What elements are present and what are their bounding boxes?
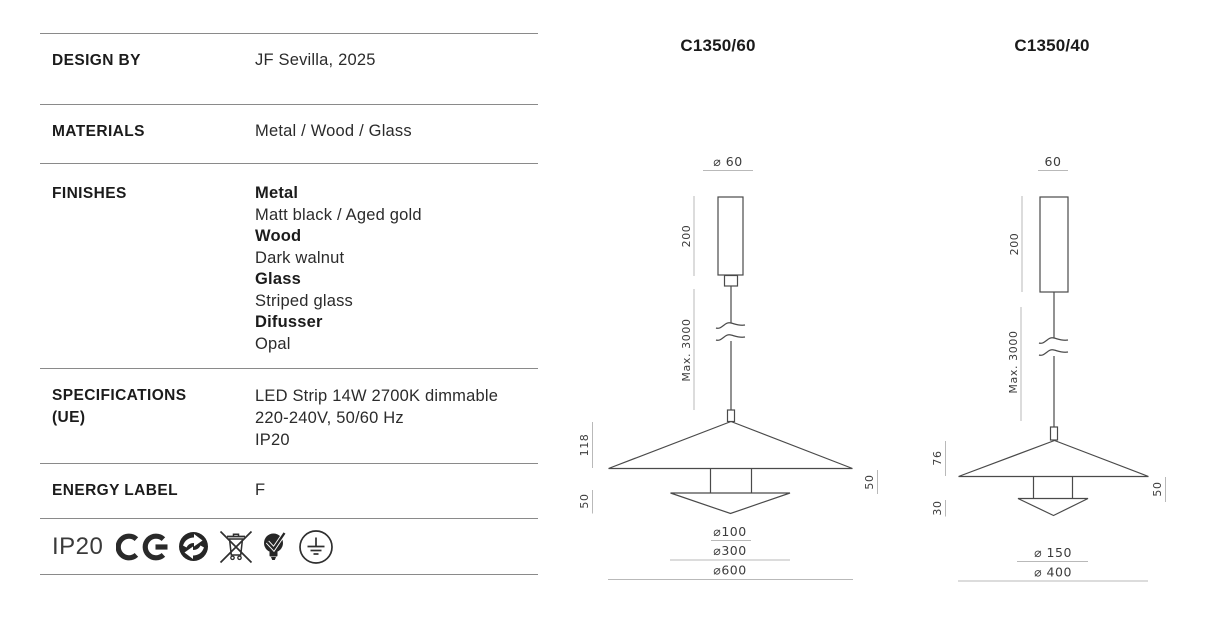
spec-line: LED Strip 14W 2700K dimmable	[255, 387, 499, 405]
glass-diffuser-cone	[1018, 499, 1088, 516]
finish-line: Striped glass	[255, 291, 353, 310]
materials-label: MATERIALS	[52, 123, 145, 140]
specifications-label-line2: (UE)	[52, 409, 86, 426]
dim-diffuser-diameter: ⌀100	[713, 524, 747, 539]
spec-line: IP20	[255, 431, 290, 449]
wood-cylinder	[1034, 477, 1073, 499]
finish-line: Matt black / Aged gold	[255, 205, 422, 224]
dim-shade-diameter: ⌀ 400	[1034, 564, 1072, 580]
dim-canopy-height: 200	[680, 224, 693, 248]
finish-line: Dark walnut	[255, 248, 345, 267]
finishes-label: FINISHES	[52, 185, 127, 202]
dim-glass-height: 30	[931, 500, 944, 516]
drawing-c1350-40	[931, 154, 1166, 581]
design-by-value: JF Sevilla, 2025	[255, 51, 376, 69]
dim-glass-diameter: ⌀300	[713, 543, 747, 558]
cable-break-mark	[1039, 350, 1068, 356]
cable-break-mark	[716, 323, 745, 329]
finish-line: Metal	[255, 184, 299, 202]
dim-shade-diameter: ⌀600	[713, 562, 747, 578]
dim-suspension: Max. 3000	[1007, 330, 1020, 394]
lamp-canopy	[718, 197, 743, 275]
dim-suspension: Max. 3000	[680, 318, 693, 382]
cable-break-mark	[716, 335, 745, 341]
energy-label-value: F	[255, 481, 266, 499]
shade-connector	[1051, 427, 1058, 440]
wood-cylinder	[711, 469, 752, 494]
canopy-connector	[725, 276, 738, 287]
dim-shade-height: 118	[578, 433, 591, 457]
finish-line: Glass	[255, 270, 301, 288]
finish-line: Wood	[255, 227, 302, 245]
design-by-label: DESIGN BY	[52, 52, 141, 69]
finish-line: Opal	[255, 334, 291, 353]
materials-value: Metal / Wood / Glass	[255, 122, 412, 140]
cable-break-mark	[1039, 338, 1068, 344]
specifications-label-line1: SPECIFICATIONS	[52, 387, 187, 404]
dim-canopy-height: 200	[1008, 232, 1021, 256]
dim-glass-diameter: ⌀ 150	[1034, 545, 1072, 560]
ip-rating-text: IP20	[52, 532, 104, 560]
dim-side-height: 50	[863, 474, 876, 490]
shade-connector	[728, 410, 735, 422]
dim-glass-height: 50	[578, 493, 591, 509]
lamp-canopy	[1040, 197, 1068, 292]
energy-label-label: ENERGY LABEL	[52, 482, 178, 499]
dim-shade-height: 76	[931, 450, 944, 466]
dim-side-height: 50	[1151, 481, 1164, 497]
drawing-c1350-60	[578, 154, 878, 580]
metal-shade-cone	[959, 441, 1149, 477]
dim-top-diameter: 60	[1044, 154, 1062, 169]
drawing-title-c1350-60: C1350/60	[680, 36, 756, 55]
dim-top-diameter: ⌀ 60	[713, 154, 743, 169]
spec-line: 220-240V, 50/60 Hz	[255, 409, 404, 427]
glass-diffuser-cone	[671, 493, 791, 514]
drawing-title-c1350-40: C1350/40	[1014, 36, 1090, 55]
metal-shade-cone	[609, 422, 853, 469]
finish-line: Difusser	[255, 313, 323, 331]
